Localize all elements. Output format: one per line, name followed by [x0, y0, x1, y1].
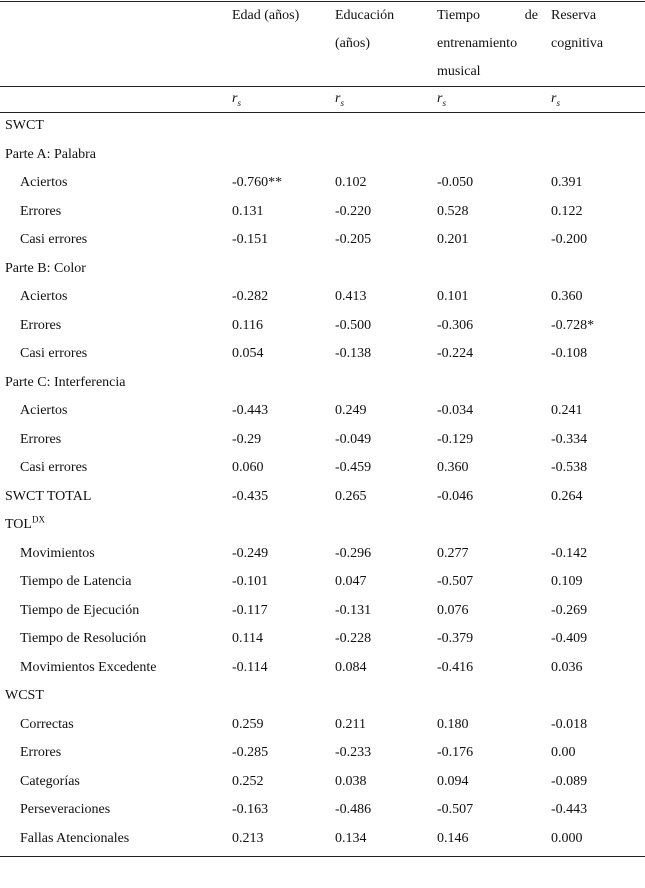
- section-row: [0, 255, 645, 284]
- header-rule: [0, 86, 645, 87]
- row-label-text: Movimientos: [20, 545, 95, 561]
- row-label: [5, 511, 45, 540]
- row-label-text: Aciertos: [20, 403, 68, 418]
- cell-value: 0.131: [232, 203, 264, 219]
- cell-value: 0.102: [335, 175, 367, 190]
- row-label: [5, 112, 44, 141]
- cell-value: 0.122: [551, 203, 583, 219]
- row-label: [20, 825, 129, 854]
- table-row: [0, 454, 645, 483]
- row-label: [20, 654, 156, 683]
- cell-value: -0.282: [232, 289, 269, 304]
- row-label-text: Errores: [20, 317, 62, 333]
- cell-value: 0.180: [437, 716, 469, 732]
- table-body: [0, 112, 645, 853]
- cell-value: 0.360: [437, 460, 469, 475]
- cell-value: -0.176: [437, 745, 474, 760]
- table-row: [0, 397, 645, 426]
- table-row: [0, 169, 645, 198]
- cell-value: -0.459: [335, 460, 372, 475]
- cell-value: 0.241: [551, 403, 583, 418]
- cell-value: 0.114: [232, 631, 263, 646]
- cell-value: 0.054: [232, 346, 264, 361]
- table-row: [0, 768, 645, 797]
- cell-value: -0.050: [437, 175, 474, 190]
- cell-value: 0.084: [335, 659, 367, 675]
- cell-value: -0.200: [551, 232, 588, 247]
- cell-value: 0.094: [437, 773, 469, 789]
- row-label: [5, 483, 91, 512]
- section-row: [0, 682, 645, 711]
- cell-value: 0.000: [551, 830, 583, 846]
- table-row: [0, 739, 645, 768]
- row-label: [20, 568, 131, 597]
- cell-value: -0.538: [551, 460, 588, 475]
- cell-value: 0.391: [551, 175, 583, 190]
- cell-value: -0.233: [335, 745, 372, 760]
- row-label-text: Movimientos Excedente: [20, 659, 157, 675]
- cell-value: 0.047: [335, 574, 367, 589]
- row-label-text: Casi errores: [20, 232, 88, 247]
- cell-value: -0.018: [551, 716, 588, 732]
- cell-value: -0.138: [335, 346, 372, 361]
- row-label-text: Errores: [20, 203, 62, 219]
- stat-label: $r_s$: [551, 91, 560, 108]
- cell-value: -0.443: [551, 802, 588, 817]
- cell-value: 0.109: [551, 574, 583, 589]
- cell-value: 0.249: [335, 403, 367, 418]
- cell-value: 0.360: [551, 289, 583, 304]
- section-row: [0, 369, 645, 398]
- table-top-rule: [0, 1, 645, 2]
- table-row: [0, 426, 645, 455]
- cell-value: -0.205: [335, 232, 372, 247]
- row-label-text: Categorías: [20, 773, 80, 789]
- cell-value: 0.00: [551, 745, 576, 760]
- cell-value: -0.228: [335, 631, 372, 646]
- cell-value: 0.146: [437, 830, 469, 846]
- row-label: [20, 169, 67, 198]
- row-label: [5, 141, 96, 170]
- cell-value: -0.089: [551, 773, 588, 789]
- cell-value: 0.259: [232, 716, 264, 732]
- cell-value: 0.060: [232, 460, 264, 475]
- table-row: [0, 226, 645, 255]
- cell-value: -0.486: [335, 802, 372, 817]
- row-label-text: Aciertos: [20, 289, 68, 304]
- cell-value: -0.507: [437, 802, 474, 817]
- row-label: [20, 312, 61, 341]
- row-label-text: Parte A: Palabra: [5, 146, 96, 162]
- cell-value: 0.116: [232, 317, 263, 333]
- cell-value: -0.249: [232, 545, 269, 561]
- row-label-superscript: DX: [31, 514, 45, 525]
- cell-value: -0.046: [437, 488, 474, 504]
- table-row: [0, 825, 645, 854]
- cell-value: -0.163: [232, 802, 269, 817]
- table-bottom-rule: [0, 856, 645, 857]
- row-label: [20, 283, 67, 312]
- row-label-text: Tiempo de Latencia: [20, 574, 132, 589]
- cell-value: 0.413: [335, 289, 367, 304]
- row-label-text: Parte C: Interferencia: [5, 374, 126, 390]
- table-row: [0, 625, 645, 654]
- table-row: [0, 312, 645, 341]
- table-row: [0, 540, 645, 569]
- row-label: [5, 682, 44, 711]
- section-row: [0, 112, 645, 141]
- cell-value: 0.277: [437, 545, 469, 561]
- cell-value: -0.034: [437, 403, 474, 418]
- table-row: [0, 198, 645, 227]
- cell-value: 0.252: [232, 773, 264, 789]
- cell-value: -0.29: [232, 431, 262, 447]
- cell-value: -0.285: [232, 745, 269, 760]
- row-label-text: Casi errores: [20, 460, 88, 475]
- cell-value: -0.129: [437, 431, 474, 447]
- row-label-text: TOL: [5, 517, 32, 532]
- cell-value: 0.134: [335, 830, 367, 846]
- row-label-text: Errores: [20, 431, 62, 447]
- cell-value: 0.038: [335, 773, 367, 789]
- row-label-text: SWCT: [5, 118, 44, 133]
- row-label: [20, 796, 110, 825]
- row-label-text: SWCT TOTAL: [5, 488, 92, 504]
- column-header-reserva-cognitiva: Reserva cognitiva: [551, 8, 604, 51]
- cell-value: 0.101: [437, 289, 469, 304]
- stat-label: $r_s$: [335, 91, 344, 108]
- table-row: [0, 283, 645, 312]
- cell-value: 0.265: [335, 488, 367, 504]
- row-label: [20, 397, 67, 426]
- row-label-text: Correctas: [20, 716, 74, 732]
- row-label-text: Fallas Atencionales: [20, 830, 130, 846]
- row-label-text: WCST: [5, 688, 44, 703]
- cell-value: 0.211: [335, 716, 366, 732]
- cell-value: -0.049: [335, 431, 372, 447]
- table-row: [0, 654, 645, 683]
- cell-value: 0.201: [437, 232, 469, 247]
- stat-label: $r_s$: [232, 91, 241, 108]
- row-label-text: Perseveraciones: [20, 802, 111, 817]
- cell-value: -0.435: [232, 488, 269, 504]
- cell-value: -0.131: [335, 602, 372, 618]
- row-label: [20, 711, 74, 740]
- cell-value: -0.760**: [232, 175, 283, 190]
- row-label: [20, 739, 61, 768]
- row-label: [20, 426, 61, 455]
- table-row: [0, 568, 645, 597]
- cell-value: 0.528: [437, 203, 469, 219]
- row-label: [20, 768, 80, 797]
- stat-label: $r_s$: [437, 91, 446, 108]
- cell-value: -0.108: [551, 346, 588, 361]
- column-header-edad: Edad (años): [232, 8, 300, 23]
- cell-value: -0.728*: [551, 317, 595, 333]
- cell-value: -0.416: [437, 659, 474, 675]
- cell-value: -0.379: [437, 631, 474, 646]
- cell-value: -0.334: [551, 431, 588, 447]
- row-label: [20, 540, 95, 569]
- cell-value: 0.213: [232, 830, 264, 846]
- cell-value: 0.076: [437, 602, 469, 618]
- row-label: [20, 597, 139, 626]
- cell-value: -0.500: [335, 317, 372, 333]
- row-label-text: Aciertos: [20, 175, 68, 190]
- cell-value: -0.220: [335, 203, 372, 219]
- column-header-tiempo-entrenamiento: Tiempo de entrenamiento musical: [437, 8, 538, 79]
- row-label: [5, 255, 86, 284]
- row-label-text: Parte B: Color: [5, 260, 86, 276]
- cell-value: -0.443: [232, 403, 269, 418]
- section-row: [0, 483, 645, 512]
- row-label-text: Errores: [20, 745, 62, 760]
- cell-value: -0.117: [232, 602, 268, 618]
- cell-value: -0.296: [335, 545, 372, 561]
- row-label-text: Tiempo de Ejecución: [20, 602, 140, 618]
- cell-value: -0.151: [232, 232, 269, 247]
- row-label-text: Tiempo de Resolución: [20, 631, 147, 646]
- table-row: [0, 796, 645, 825]
- table-row: [0, 340, 645, 369]
- row-label: [20, 625, 146, 654]
- cell-value: -0.409: [551, 631, 588, 646]
- row-label: [20, 198, 61, 227]
- row-label: [20, 340, 87, 369]
- cell-value: 0.036: [551, 659, 583, 675]
- cell-value: -0.101: [232, 574, 269, 589]
- cell-value: -0.114: [232, 659, 268, 675]
- row-label-text: Casi errores: [20, 346, 88, 361]
- section-row: [0, 141, 645, 170]
- cell-value: -0.269: [551, 602, 588, 618]
- cell-value: -0.142: [551, 545, 588, 561]
- cell-value: -0.507: [437, 574, 474, 589]
- row-label: [20, 226, 87, 255]
- section-row: [0, 511, 645, 540]
- cell-value: -0.224: [437, 346, 474, 361]
- row-label: [5, 369, 126, 398]
- table-row: [0, 597, 645, 626]
- row-label: [20, 454, 87, 483]
- column-header-educacion: Educación (años): [335, 8, 395, 51]
- cell-value: 0.264: [551, 488, 583, 504]
- table-row: [0, 711, 645, 740]
- cell-value: -0.306: [437, 317, 474, 333]
